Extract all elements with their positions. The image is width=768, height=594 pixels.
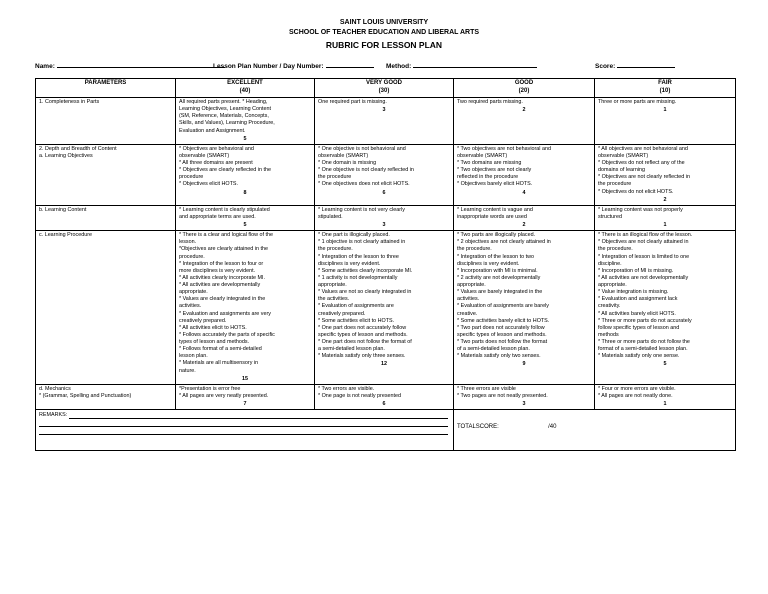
criteria-text: of a semi-detailed lesson plan. [457, 346, 530, 353]
criteria-score: 2 [522, 107, 526, 114]
criteria-score: 8 [243, 189, 247, 196]
col-points: (20) [518, 87, 530, 94]
remarks-label: REMARKS: [39, 412, 68, 419]
remarks-line[interactable] [69, 412, 448, 419]
remarks-line[interactable] [39, 427, 448, 435]
criteria-text: * Learning content is vague and [457, 206, 533, 213]
criteria-text: structured [598, 213, 622, 220]
criteria-score: 6 [382, 401, 386, 407]
criteria-cell [454, 384, 595, 409]
rubric-body [36, 98, 736, 410]
criteria-text: * Objectives are clearly reflected in the [179, 167, 271, 174]
criteria-text: specific types of lesson and methods. [318, 331, 408, 338]
criteria-score: 1 [663, 222, 667, 228]
criteria-cell [315, 231, 454, 385]
document-title: RUBRIC FOR LESSON PLAN [325, 40, 443, 50]
criteria-text: * Learning content is not very clearly [318, 206, 405, 213]
criteria-text: * All objectives are not behavioral and [598, 145, 688, 152]
criteria-text: format of a semi-detailed lesson plan. [598, 346, 688, 353]
criteria-text: *Presentation is error free [179, 385, 241, 392]
criteria-text: specific types of lesson and methods. [457, 331, 547, 338]
criteria-text: * Two objectives are not behavioral and [457, 145, 551, 152]
criteria-text: (SM, Reference, Materials, Concepts, [179, 113, 269, 120]
criteria-text: observable (SMART) [457, 152, 508, 159]
criteria-text: creativity. [598, 303, 621, 310]
criteria-text: * All activities are developmentally [179, 282, 261, 288]
criteria-text: procedure. [179, 253, 205, 260]
criteria-text: * Materials satisfy only two senses. [457, 353, 541, 360]
score-label: Score: [595, 63, 616, 70]
criteria-text: * Two errors are visible. [318, 385, 375, 392]
table-row [36, 144, 736, 205]
criteria-text: lesson plan. [179, 353, 208, 360]
criteria-text: * Evaluation and assignments are very [179, 310, 271, 317]
criteria-text: the procedure. [598, 246, 633, 253]
parameter-cell [36, 205, 176, 230]
criteria-text: * Integration of the lesson to four or [179, 260, 264, 267]
criteria-text: activities. [179, 303, 202, 310]
criteria-text: Three or more parts are missing. [598, 99, 677, 105]
criteria-cell [176, 98, 315, 145]
col-header-parameters: PARAMETERS [36, 79, 176, 98]
total-score-cell [454, 410, 736, 451]
criteria-text: * Values are clearly integrated in the [179, 296, 266, 303]
criteria-text: appropriate. [179, 289, 208, 296]
total-score-max: /40 [548, 424, 557, 431]
parameter-text: 1. Completeness in Parts [39, 99, 100, 105]
criteria-text: * Value integration is missing. [598, 289, 669, 296]
criteria-text: * Integration of the lesson to three [318, 253, 399, 260]
criteria-text: * All activities clearly incorporate MI. [179, 274, 265, 281]
criteria-score: 2 [522, 222, 526, 228]
criteria-score: 7 [243, 401, 247, 407]
total-score-label: TOTALSCORE: [457, 424, 499, 431]
col-header-good: GOOD (20) [454, 79, 595, 98]
criteria-text: Learning Objectives, Learning Content [179, 106, 271, 113]
criteria-text: a semi-detailed lesson plan. [318, 346, 385, 353]
criteria-score: 4 [522, 189, 526, 196]
criteria-text: * All pages are very neatly presented. [179, 392, 269, 399]
criteria-text: * One page is not neatly presented [318, 392, 402, 399]
lesson-plan-blank-line[interactable] [326, 61, 374, 68]
criteria-text: * There is an illogical flow of the lesson. [598, 232, 693, 239]
criteria-text: creatively prepared. [179, 317, 227, 324]
criteria-text: * Two objectives are not clearly [457, 167, 532, 174]
criteria-text: * Two pages are not neatly presented. [457, 392, 548, 399]
criteria-text: methods [598, 331, 619, 338]
table-row [36, 98, 736, 145]
criteria-text: * Some activities clearly incorporate MI. [318, 267, 413, 274]
col-header-fair: FAIR (10) [595, 79, 736, 98]
criteria-text: * 1 activity is not developmentally [318, 274, 398, 281]
criteria-text: * Learning content is clearly stipulated [179, 206, 270, 213]
lesson-plan-label: Lesson Plan Number / Day Number: [213, 63, 324, 70]
criteria-text: * One domain is missing [318, 160, 377, 166]
remarks-cell[interactable] [36, 410, 454, 451]
criteria-text: * Objectives are behavioral and [179, 145, 254, 152]
criteria-text: * 2 activity are not developmentally [457, 274, 541, 281]
criteria-cell [454, 205, 595, 230]
criteria-text: All required parts present. * Heading, [179, 99, 268, 105]
criteria-text: appropriate. [598, 282, 627, 288]
col-points: (40) [239, 87, 251, 94]
criteria-text: follow specific types of lesson and [598, 324, 680, 331]
criteria-text: * Three or more parts do not follow the [598, 339, 690, 345]
criteria-text: the activities. [318, 296, 350, 303]
name-blank-line[interactable] [57, 61, 225, 68]
criteria-text: * Incorporation with MI is minimal. [457, 267, 538, 274]
remarks-row [36, 410, 736, 451]
parameter-text: 2. Depth and Breadth of Content [39, 145, 117, 152]
criteria-text: observable (SMART) [179, 152, 230, 159]
criteria-cell [176, 231, 315, 385]
criteria-text: * One part does not follow the format of [318, 339, 412, 345]
criteria-score: 3 [522, 401, 526, 407]
criteria-text: * Objectives do not elicit HOTS. [598, 188, 674, 195]
criteria-text: the procedure. [318, 246, 353, 253]
criteria-text: * Two parts does not follow the format [457, 339, 548, 345]
criteria-text: * Four or more errors are visible. [598, 385, 676, 392]
criteria-text: * Incorporation of MI is missing. [598, 267, 674, 274]
criteria-cell [315, 144, 454, 205]
criteria-score: 12 [381, 361, 387, 368]
criteria-text: * 2 objectives are not clearly attained in [457, 239, 551, 246]
criteria-text: * 1 objective is not clearly attained in [318, 239, 406, 246]
criteria-score: 1 [663, 107, 667, 114]
parameter-cell [36, 98, 176, 145]
criteria-text: observable (SMART) [598, 152, 649, 159]
col-header-very-good: VERY GOOD (30) [315, 79, 454, 98]
criteria-text: the procedure [598, 181, 632, 188]
rubric-table [35, 78, 736, 451]
criteria-cell [454, 144, 595, 205]
method-blank-line[interactable] [413, 61, 537, 68]
remarks-line[interactable] [39, 419, 448, 427]
criteria-text: creative. [457, 310, 478, 317]
name-label: Name: [35, 63, 55, 70]
criteria-text: * Follows accurately the parts of specific [179, 331, 275, 338]
criteria-text: * Learning content was not properly [598, 206, 683, 213]
col-points: (30) [378, 87, 390, 94]
criteria-cell [176, 144, 315, 205]
criteria-text: * All pages are not neatly done. [598, 392, 673, 399]
parameter-cell [36, 144, 176, 205]
criteria-cell [176, 384, 315, 409]
school-name: SCHOOL OF TEACHER EDUCATION AND LIBERAL ARTS [288, 29, 480, 36]
criteria-text: * One objective is not clearly reflected in [318, 167, 414, 174]
criteria-text: * Some activities barely elicit to HOTS. [457, 317, 550, 324]
parameter-text: d. Mechanics [39, 385, 71, 392]
criteria-text: * Some activities elicit to HOTS. [318, 317, 395, 324]
parameter-text: b. Learning Content [39, 206, 87, 213]
criteria-text: * There is a clear and logical flow of the [179, 232, 273, 239]
criteria-score: 5 [663, 361, 667, 368]
criteria-text: stipulated. [318, 213, 343, 220]
score-blank-line[interactable] [617, 61, 675, 68]
criteria-cell [315, 98, 454, 145]
criteria-score: 15 [242, 375, 248, 382]
method-label: Method: [386, 63, 412, 70]
criteria-text: types of lesson and methods. [179, 339, 250, 345]
criteria-text: appropriate. [318, 282, 347, 288]
criteria-text: inappropriate words are used [457, 213, 527, 220]
criteria-text: * Materials satisfy only one sense. [598, 353, 680, 360]
criteria-text: reflected in the procedure [457, 174, 519, 181]
criteria-text: * Integration of lesson is limited to one [598, 253, 690, 260]
criteria-text: disciplines is very evident. [457, 260, 520, 267]
criteria-cell [595, 231, 736, 385]
criteria-text: * Objectives barely elicit HOTS. [457, 181, 533, 188]
criteria-score: 5 [243, 222, 247, 228]
criteria-text: nature. [179, 367, 196, 374]
criteria-cell [454, 231, 595, 385]
criteria-text: creatively prepared. [318, 310, 366, 317]
criteria-score: 1 [663, 401, 667, 407]
criteria-text: activities. [457, 296, 480, 303]
criteria-score: 2 [663, 196, 667, 203]
criteria-text: *Objectives are clearly attained in the [179, 246, 268, 253]
criteria-cell [595, 98, 736, 145]
criteria-text: * Three errors are visible [457, 385, 516, 392]
criteria-text: * Objectives are not clearly reflected in [598, 174, 690, 181]
criteria-text: discipline. [598, 260, 622, 267]
criteria-text: * Objectives are not clearly attained in [598, 239, 689, 246]
criteria-score: 6 [382, 189, 386, 196]
criteria-cell [454, 98, 595, 145]
criteria-cell [595, 384, 736, 409]
score-field[interactable] [595, 61, 675, 70]
criteria-score: 9 [522, 361, 526, 368]
criteria-text: and appropriate terms are used. [179, 213, 256, 220]
criteria-text: * Evaluation of assignments are [318, 303, 394, 310]
parameter-text: * (Grammar, Spelling and Punctuation) [39, 392, 132, 399]
criteria-text: * Two domains are missing [457, 160, 522, 166]
criteria-text: observable (SMART) [318, 152, 369, 159]
parameter-cell [36, 384, 176, 409]
criteria-text: * Materials are all multisensory in [179, 360, 259, 367]
criteria-text: * Two part does not accurately follow [457, 324, 545, 331]
criteria-text: * All activities barely elicit HOTS. [598, 310, 676, 317]
criteria-text: the procedure [318, 174, 352, 181]
criteria-text: * Two parts are illogically placed. [457, 232, 536, 239]
criteria-score: 3 [382, 222, 386, 228]
criteria-text: * One part does not accurately follow [318, 324, 407, 331]
university-name: SAINT LOUIS UNIVERSITY [339, 19, 429, 26]
criteria-text: * Evaluation of assignments are barely [457, 303, 549, 310]
method-field[interactable] [386, 61, 537, 70]
criteria-text: * Objectives elicit HOTS. [179, 181, 239, 188]
criteria-text: * Values are not so clearly integrated in [318, 289, 412, 296]
criteria-text: * Integration of the lesson to two [457, 253, 535, 260]
criteria-text: * All activities elicit to HOTS. [179, 324, 247, 331]
criteria-text: * One part is illogically placed. [318, 232, 390, 239]
criteria-text: * All three domains are present [179, 160, 253, 166]
name-field[interactable] [35, 61, 225, 70]
parameter-cell [36, 231, 176, 385]
criteria-text: * All activities are not developmentally [598, 274, 689, 281]
criteria-text: * Follows format of a semi-detailed [179, 346, 262, 353]
criteria-text: appropriate. [457, 282, 486, 288]
criteria-text: * Three or more parts do not accurately [598, 317, 692, 324]
table-row [36, 231, 736, 385]
criteria-cell [595, 144, 736, 205]
criteria-text: procedure [179, 174, 204, 181]
parameter-text: a. Learning Objectives [39, 152, 93, 159]
criteria-text: * Values are barely integrated in the [457, 289, 543, 296]
criteria-text: One required part is missing. [318, 99, 387, 105]
criteria-text: disciplines is very evident. [318, 260, 381, 267]
col-points: (10) [659, 87, 671, 94]
criteria-cell [315, 384, 454, 409]
criteria-score: 3 [382, 107, 386, 114]
criteria-cell [315, 205, 454, 230]
criteria-text: domains of learning [598, 167, 646, 174]
criteria-cell [176, 205, 315, 230]
criteria-text: the procedure. [457, 246, 492, 253]
criteria-text: Two required parts missing. [457, 99, 523, 105]
parameter-text: c. Learning Procedure [39, 232, 93, 239]
table-row [36, 205, 736, 230]
criteria-text: * Materials satisfy only three senses. [318, 353, 406, 360]
criteria-text: Evaluation and Assignment. [179, 127, 246, 134]
criteria-text: * One objectives does not elicit HOTS. [318, 181, 410, 188]
header-row [36, 79, 736, 98]
table-row [36, 384, 736, 409]
criteria-text: * Objectives do not reflect any of the [598, 160, 685, 166]
criteria-text: more disciplines is very evident. [179, 267, 256, 274]
criteria-text: lesson. [179, 239, 197, 246]
criteria-cell [595, 205, 736, 230]
col-header-excellent: EXCELLENT (40) [176, 79, 315, 98]
criteria-text: Skills, and Values), Learning Procedure, [179, 120, 275, 127]
criteria-text: * One objective is not behavioral and [318, 145, 406, 152]
criteria-score: 5 [243, 135, 247, 142]
lesson-plan-field[interactable] [213, 61, 374, 70]
criteria-text: * Evaluation and assignment lack [598, 296, 678, 303]
